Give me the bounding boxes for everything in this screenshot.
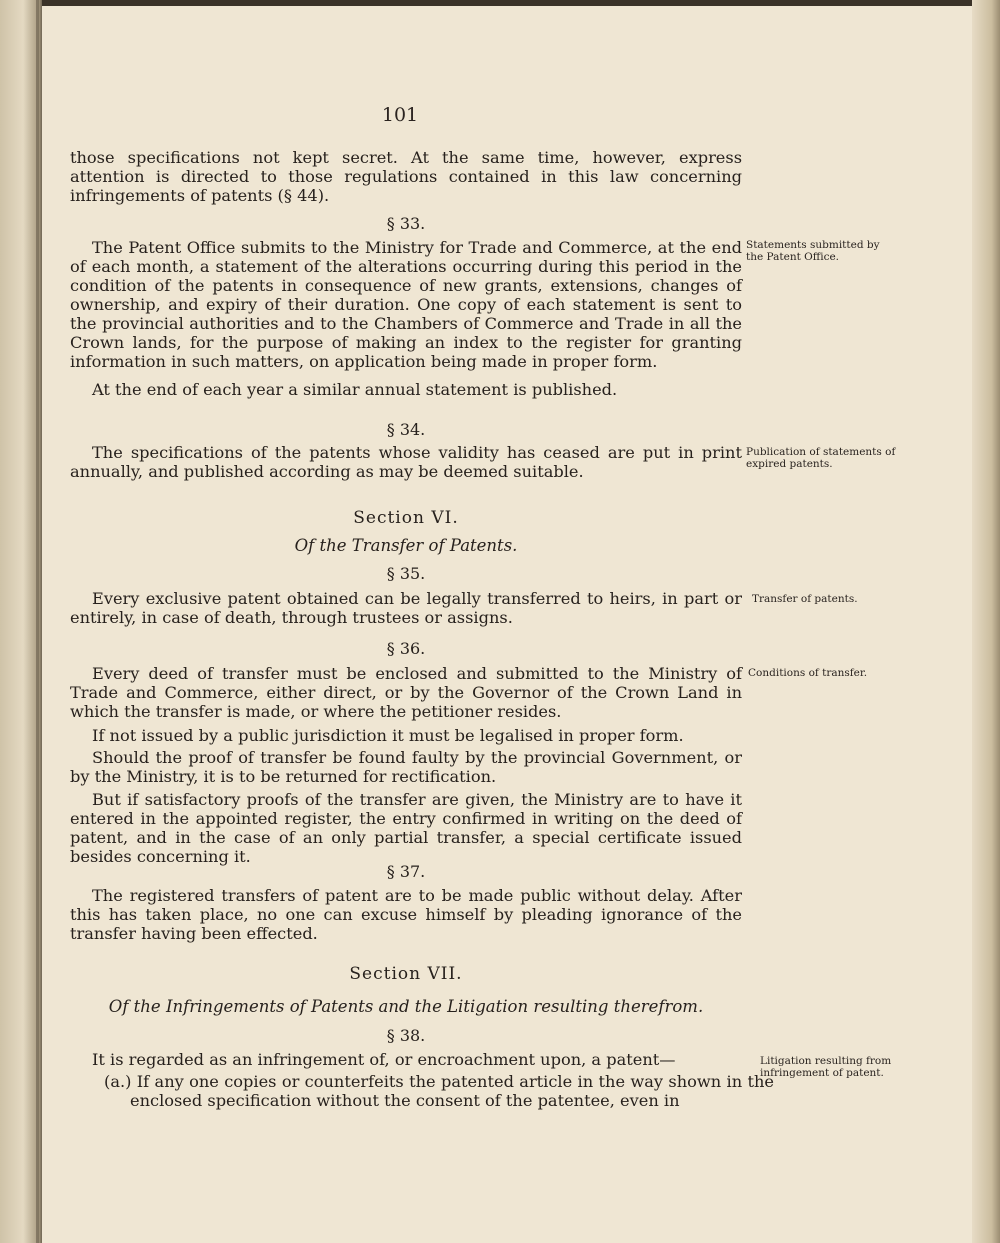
- page-edge: [972, 0, 1000, 1243]
- section-title-vii: Of the Infringements of Patents and the Litigation resulting therefrom.: [108, 997, 704, 1016]
- paragraph-legalised: If not issued by a public jurisdiction it must be legalised in proper form.: [92, 726, 684, 745]
- margin-note-statements: Statements submitted by the Patent Office.: [746, 239, 880, 263]
- paragraph-34: The specifications of the patents whose validity has ceased are put in print annually, and published according as may be deemed suitable.: [70, 443, 742, 481]
- paragraph-37: The registered transfers of patent are to be made public without delay. After this has taken place, no one can excuse himself by pleading ignorance of the transfer having been effected.: [70, 886, 742, 943]
- section-mark-33: § 33.: [386, 214, 426, 233]
- paragraph-rectification: Should the proof of transfer be found faulty by the provincial Government, or by the Ministry, it is to be returned for rectification.: [70, 748, 742, 786]
- paragraph-38-a: (a.) If any one copies or counterfeits the patented article in the way shown in the enclosed specification without the consent of the patentee, even in: [104, 1072, 774, 1110]
- paragraph-35: Every exclusive patent obtained can be legally transferred to heirs, in part or entirely, in case of death, through trustees or assigns.: [70, 589, 742, 627]
- top-edge: [0, 0, 1000, 6]
- section-mark-35: § 35.: [386, 564, 426, 583]
- section-mark-38: § 38.: [386, 1026, 426, 1045]
- margin-note-transfer: Transfer of patents.: [752, 593, 858, 605]
- margin-note-publication: Publication of statements of expired patents.: [746, 446, 896, 470]
- section-mark-36: § 36.: [386, 639, 426, 658]
- section-heading-vi: Section VI.: [353, 508, 459, 528]
- paragraph-register: But if satisfactory proofs of the transfer are given, the Ministry are to have it entered in the appointed register, the entry confirmed in writing on the deed of patent, and in the case of an only partial transfer, a special certificate issued besides concerning it.: [70, 790, 742, 866]
- paragraph-38: It is regarded as an infringement of, or encroachment upon, a patent—: [92, 1050, 676, 1069]
- paragraph-36: Every deed of transfer must be enclosed and submitted to the Ministry of Trade and Commerce, either direct, or by the Governor of the Crown Land in which the transfer is made, or where the petitioner resides.: [70, 664, 742, 721]
- page-number: 101: [381, 104, 419, 126]
- section-heading-vii: Section VII.: [349, 964, 463, 984]
- section-title-vi: Of the Transfer of Patents.: [294, 536, 518, 555]
- paragraph-continuation: those specifications not kept secret. At the same time, however, express attention is directed to those regulations contained in this law concerning infringements of patents (§ 44).: [70, 148, 742, 205]
- paragraph-annual-statement: At the end of each year a similar annual statement is published.: [92, 380, 618, 399]
- binding-shadow: [36, 0, 39, 1243]
- margin-note-litigation: Litigation resulting from infringement of patent.: [760, 1055, 892, 1079]
- paragraph-33: The Patent Office submits to the Ministry for Trade and Commerce, at the end of each month, a statement of the alterations occurring during this period in the condition of the patents in consequence of new grants, extensions, changes of ownership, and expiry of their duration. One copy of each statement is sent to the provincial authorities and to the Chambers of Commerce and Trade in all the Crown lands, for the purpose of making an index to the register for granting information in such matters, on application being made in proper form.: [70, 238, 742, 371]
- section-mark-34: § 34.: [386, 420, 426, 439]
- margin-note-conditions: Conditions of transfer.: [748, 667, 868, 679]
- section-mark-37: § 37.: [386, 862, 426, 881]
